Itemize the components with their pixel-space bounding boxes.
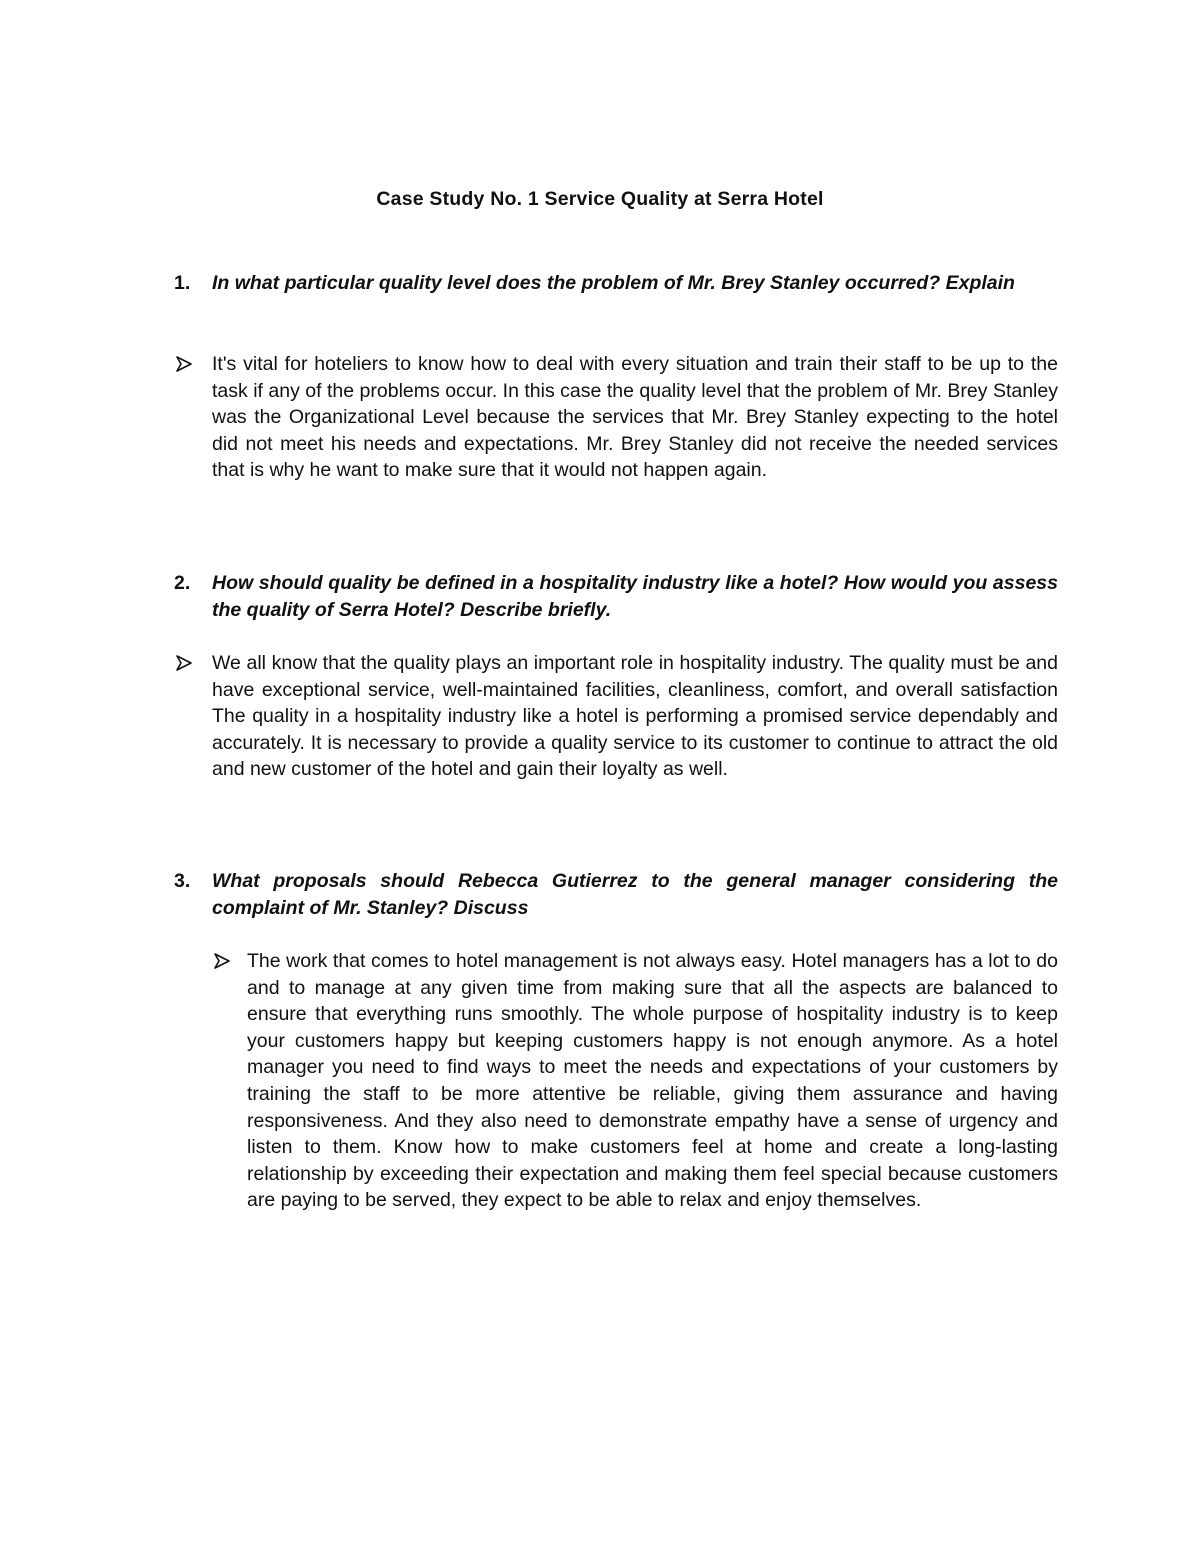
- answer-2: [174, 650, 1058, 783]
- answer-3: [212, 948, 1058, 1214]
- answer-text: It's vital for hoteliers to know how to deal with every situation and train their staff to be up to the task if any of the problems occur. In this case the quality level that the problem of Mr. Brey Stanley was the Organizational Level because the services that Mr. Brey Stanley expecting to the hotel did not meet his needs and expectations. Mr. Brey Stanley did not receive the needed services that is why he want to make sure that it would not happen again.: [212, 353, 1058, 482]
- answer-text: We all know that the quality plays an important role in hospitality industry. The quality must be and have exceptional service, well-maintained facilities, cleanliness, comfort, and overall satisfaction The quality in a hospitality industry like a hotel is performing a promised service dependably and accurately. It is necessary to provide a quality service to its customer to continue to attract the old and new customer of the hotel and gain their loyalty as well.: [212, 652, 1058, 781]
- question-1: [174, 270, 1058, 297]
- question-number: 1.: [174, 272, 191, 294]
- document-title: Case Study No. 1 Service Quality at Serra Hotel: [376, 188, 824, 210]
- question-number: 2.: [174, 572, 191, 594]
- question-text: In what particular quality level does the problem of Mr. Brey Stanley occurred? Explain: [212, 272, 1015, 294]
- answer-1: [174, 351, 1058, 484]
- question-text: How should quality be defined in a hospitality industry like a hotel? How would you assess the quality of Serra Hotel? Describe briefly.: [212, 572, 1058, 621]
- arrowhead-bullet-icon: [174, 653, 194, 673]
- question-3: [174, 868, 1058, 922]
- arrowhead-bullet-icon: [212, 951, 232, 971]
- question-2: [174, 570, 1058, 624]
- arrowhead-bullet-icon: [174, 354, 194, 374]
- question-text: What proposals should Rebecca Gutierrez to the general manager considering the complaint of Mr. Stanley? Discuss: [212, 870, 1058, 919]
- answer-text: The work that comes to hotel management is not always easy. Hotel managers has a lot to do and to manage at any given time from making sure that all the aspects are balanced to ensure that everything runs smoothly. The whole purpose of hospitality industry is to keep your customers happy but keeping customers happy is not enough anymore. As a hotel manager you need to find ways to meet the needs and expectations of your customers by training the staff to be more attentive be reliable, giving them assurance and having responsiveness. And they also need to demonstrate empathy have a sense of urgency and listen to them. Know how to make customers feel at home and create a long-lasting relationship by exceeding their expectation and making them feel special because customers are paying to be served, they expect to be able to relax and enjoy themselves.: [247, 950, 1058, 1212]
- question-number: 3.: [174, 870, 191, 892]
